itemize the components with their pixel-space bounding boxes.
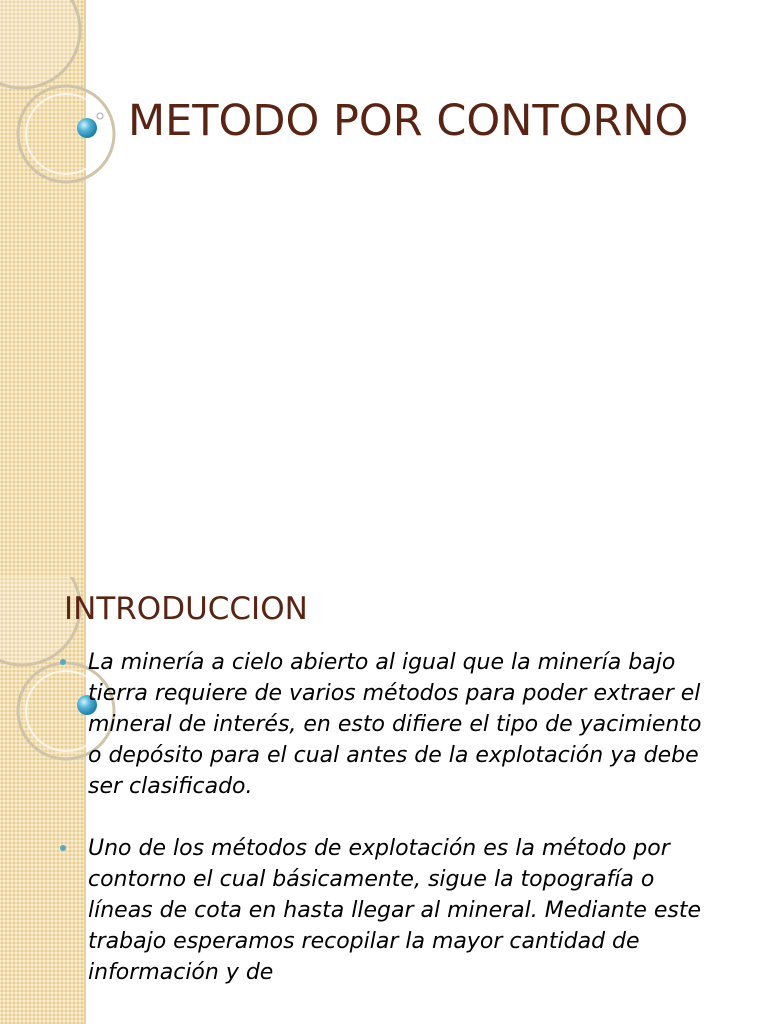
blue-orb-icon: [76, 117, 98, 139]
slide-title: METODO POR CONTORNO: [128, 96, 689, 146]
bullet-item: [60, 647, 720, 802]
bullet-text: Uno de los métodos de explotación es la método por contorno el cual básicamente, sigue la topografía o líneas de cota en hasta llegar al mineral. Mediante este trabajo esperamos recopilar la mayor cantidad de información y de: [88, 836, 702, 985]
bullet-text: La minería a cielo abierto al igual que la minería bajo tierra requiere de varios métodos para poder extraer el mineral de interés, en esto difiere el tipo de yacimiento o depósito para el cual antes de la explotación ya debe ser clasificado.: [88, 650, 702, 799]
slide-heading: INTRODUCCION: [64, 591, 308, 627]
bullet-dot-icon: [60, 845, 66, 851]
bullet-dot-icon: [60, 659, 66, 665]
content-slide: [0, 577, 768, 1024]
bullet-list: [60, 647, 720, 1019]
decorative-rings: [0, 0, 140, 200]
bullet-item: [60, 833, 720, 988]
